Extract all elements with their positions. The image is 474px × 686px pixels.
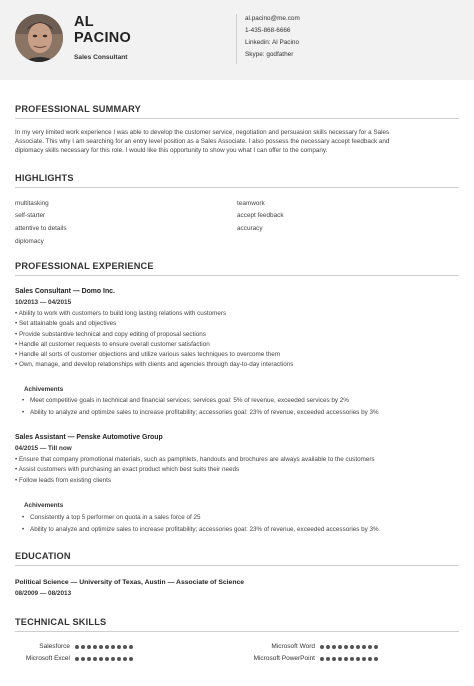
skill-rating	[75, 656, 133, 662]
highlight-item: teamwork	[237, 200, 265, 207]
summary-text	[15, 128, 459, 155]
summary-line: In my very limited work experience I was able to develop the customer service, negotiation and persuasion skills necessary for a Sales	[15, 129, 390, 136]
skill-dot	[338, 657, 342, 661]
highlight-item: accuracy	[237, 225, 263, 232]
list-item: • Provide substantive technical and copy editing of proposal sections	[15, 330, 206, 338]
list-item: • Own, manage, and develop relationships with clients and agencies through day-to-day interactions	[15, 361, 294, 369]
resume-header	[0, 0, 474, 80]
section-title-skills: TECHNICAL SKILLS	[15, 617, 107, 627]
list-item: • Follow leads from existing clients	[15, 476, 111, 484]
skill-dot	[332, 645, 336, 649]
contact-email[interactable]: al.pacino@me.com	[245, 15, 300, 22]
highlight-item: accept feedback	[237, 212, 284, 219]
job-2-achievements	[22, 514, 462, 538]
list-item: • Ability to work with customers to build long lasting relations with customers	[15, 310, 227, 317]
skill-dot	[350, 657, 354, 661]
skill-dot	[123, 645, 127, 649]
education-dates: 08/2009 — 08/2013	[15, 590, 72, 597]
section-rule	[15, 187, 459, 188]
skill-dot	[326, 657, 330, 661]
skill-dot	[99, 645, 103, 649]
skill-name: Salesforce	[39, 643, 70, 650]
skill-dot	[338, 645, 342, 649]
skill-name: Microsoft Word	[271, 643, 315, 650]
job-2-dates: 04/2015 — Till now	[15, 445, 72, 452]
skill-rating	[320, 644, 378, 650]
skill-rating	[75, 644, 133, 650]
job-2-achievements-label: Achivements	[24, 502, 64, 509]
skill-dot	[123, 657, 127, 661]
skill-dot	[320, 645, 324, 649]
skill-dot	[356, 645, 360, 649]
skill-dot	[368, 657, 372, 661]
skill-dot	[87, 645, 91, 649]
skill-name: Microsoft Excel	[25, 655, 70, 662]
skill-dot	[75, 657, 79, 661]
skill-dot	[117, 645, 121, 649]
skill-dot	[87, 657, 91, 661]
skill-dot	[332, 657, 336, 661]
highlight-item: attentive to details	[15, 225, 67, 232]
contact-skype: Skype: godfather	[245, 51, 294, 58]
name-last: PACINO	[74, 30, 132, 47]
section-title-summary: PROFESSIONAL SUMMARY	[15, 104, 141, 114]
list-item: • Ability to analyze and optimize sales to increase profitability; accessories goal: 23% of revenue, exceeded accessories by 3%	[22, 409, 379, 416]
skill-dot	[111, 645, 115, 649]
section-title-education: EDUCATION	[15, 551, 71, 561]
skill-dot	[93, 645, 97, 649]
summary-line: Associate. This why I am searching for an entry level position as a Sales Associate. I also possess the necessary accept feedback and	[15, 138, 390, 146]
job-2-title: Sales Assistant — Penske Automotive Group	[15, 434, 163, 441]
list-item: • Ensure that company promotional materials, such as pamphlets, handouts and brochures are always available to the customers	[15, 456, 375, 463]
skill-dot	[362, 657, 366, 661]
summary-line: diplomacy skills necessary for this role. I would like this opportunity to show you what I can offer to the company.	[15, 147, 328, 155]
avatar	[15, 14, 63, 62]
skill-dot	[105, 645, 109, 649]
skill-dot	[362, 645, 366, 649]
contact-info	[245, 15, 300, 63]
skill-dot	[129, 645, 133, 649]
candidate-name	[74, 14, 131, 46]
skill-rating	[320, 656, 378, 662]
job-title: Sales Consultant	[74, 54, 128, 61]
skill-dot	[105, 657, 109, 661]
skill-dot	[344, 657, 348, 661]
list-item: • Meet competitive goals in technical and financial services; services goal: 5% of revenue, exceeded services by 2%	[22, 397, 349, 404]
list-item: • Handle all sorts of customer objections and utilize various sales techniques to overcome them	[15, 351, 281, 359]
skill-dot	[326, 645, 330, 649]
list-item: • Handle all customer requests to ensure overall customer satisfaction	[15, 340, 210, 348]
job-1-duties	[15, 310, 459, 372]
skill-dot	[93, 657, 97, 661]
job-1-achievements-label: Achivements	[24, 386, 64, 393]
skill-dot	[117, 657, 121, 661]
skill-name: Microsoft PowerPoint	[253, 655, 315, 662]
section-rule	[15, 118, 459, 119]
highlight-item: self-starter	[15, 212, 46, 219]
education-degree: Political Science — University of Texas, Austin — Associate of Science	[15, 579, 245, 586]
contact-phone: 1-435-868-6666	[245, 27, 291, 34]
skill-dot	[320, 657, 324, 661]
job-2-duties	[15, 456, 459, 487]
list-item: • Consistently a top 5 performer on quota in a sales force of 25	[22, 514, 201, 521]
section-title-highlights: HIGHLIGHTS	[15, 173, 74, 183]
skill-dot	[111, 657, 115, 661]
skill-dot	[81, 657, 85, 661]
contact-linkedin: Linkedin: Al Pacino	[245, 39, 300, 46]
skill-dot	[374, 645, 378, 649]
job-1-title: Sales Consultant — Domo Inc.	[15, 288, 115, 295]
list-item: • Set attainable goals and objectives	[15, 320, 117, 328]
skill-dot	[129, 657, 133, 661]
list-item: • Assist customers with purchasing an exact product which best suits their needs	[15, 466, 240, 474]
list-item: • Ability to analyze and optimize sales to increase profitability; accessories goal: 23% of revenue, exceeded accessories by 3%	[22, 526, 379, 533]
job-1-achievements	[22, 397, 462, 421]
skill-dot	[368, 645, 372, 649]
skill-dot	[350, 645, 354, 649]
job-1-dates: 10/2013 — 04/2015	[15, 299, 72, 306]
highlight-item: diplomacy	[15, 238, 44, 245]
section-title-experience: PROFESSIONAL EXPERIENCE	[15, 261, 154, 271]
skill-dot	[75, 645, 79, 649]
highlight-item: multitasking	[15, 200, 49, 207]
section-rule	[15, 565, 459, 566]
section-rule	[15, 275, 459, 276]
section-rule	[15, 631, 459, 632]
skill-dot	[356, 657, 360, 661]
skill-dot	[99, 657, 103, 661]
skill-dot	[81, 645, 85, 649]
skill-dot	[374, 657, 378, 661]
skill-dot	[344, 645, 348, 649]
avatar-portrait-icon	[15, 14, 63, 62]
name-first: AL	[74, 14, 94, 30]
header-divider	[236, 14, 237, 64]
